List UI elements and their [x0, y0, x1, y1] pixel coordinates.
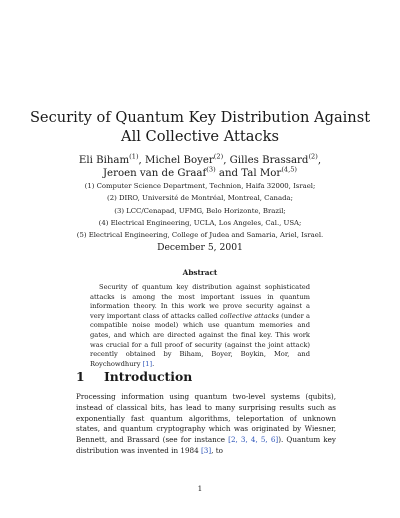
- affiliation: (4) Electrical Engineering, UCLA, Los Angeles, Cal., USA;: [98, 218, 302, 227]
- paper-title: [0, 108, 400, 146]
- body-text: , to: [211, 445, 223, 455]
- citation-link[interactable]: [2, 3, 4, 5, 6]: [228, 435, 279, 445]
- author-affil-mark: (4,5): [281, 165, 298, 174]
- section-heading: [76, 369, 336, 384]
- section-title: Introduction: [104, 369, 193, 384]
- affiliation: (1) Computer Science Department, Technion, Haifa 32000, Israel;: [84, 182, 316, 190]
- author-line-1: [0, 152, 400, 168]
- citation-link[interactable]: [3]: [200, 445, 212, 455]
- body-text: ). Quantum key distribution was invented in 1984: [76, 435, 336, 455]
- author-separator: ,: [138, 155, 146, 166]
- author-affil-mark: (2): [213, 152, 224, 161]
- abstract-text: .: [152, 359, 155, 368]
- author-name: Gilles Brassard: [229, 155, 309, 166]
- introduction-paragraph: [76, 392, 336, 457]
- citation-link[interactable]: [1]: [142, 359, 153, 368]
- author-separator: ,: [317, 155, 322, 166]
- author-list: [0, 152, 400, 180]
- author-affil-mark: (3): [206, 165, 216, 174]
- author-name: Jeroen van de Graaf: [102, 167, 207, 179]
- body-text: Processing information using quantum two-level systems (qubits), instead of classical bits, has lead to many surprising results such as exponentially fast quantum algorithms, teleportation of unknown states, and quantum cryptography which was originated by Wiesner, Bennett, and Brassard (see for instance: [76, 392, 336, 445]
- author-name: Michel Boyer: [145, 155, 214, 166]
- paper-date: December 5, 2001: [157, 242, 243, 253]
- author-name: Eli Biham: [78, 155, 130, 166]
- author-affil-mark: (2): [308, 152, 318, 161]
- author-line-2: [0, 165, 400, 181]
- abstract-body: [90, 283, 310, 369]
- title-line-2: All Collective Attacks: [121, 128, 279, 145]
- title-line-1: Security of Quantum Key Distribution Against: [29, 109, 371, 126]
- abstract-text: (under a compatible noise model) which use quantum memories and gates, and which are directed against the final key. This work was crucial for a full proof of security (against the joint attack) recently obtained by Biham, Boyer, Boykin, Mor, and Roychowdhury: [90, 311, 310, 368]
- author-separator: ,: [223, 155, 230, 166]
- affiliation-list: [0, 180, 400, 241]
- affiliation: (3) LCC/Cenapad, UFMG, Belo Horizonte, Brazil;: [114, 206, 286, 215]
- section-number: 1: [76, 369, 85, 384]
- author-affil-mark: (1): [129, 152, 139, 161]
- abstract-emphasis: collective attacks: [219, 311, 279, 320]
- abstract-heading: Abstract: [182, 268, 218, 277]
- author-name: Tal Mor: [241, 167, 282, 179]
- author-separator: and: [215, 167, 242, 179]
- affiliation: (2) DIRO, Université de Montréal, Montreal, Canada;: [107, 194, 293, 203]
- affiliation: (5) Electrical Engineering, College of Judea and Samaria, Ariel, Israel.: [76, 231, 324, 240]
- page-number: 1: [197, 484, 203, 493]
- abstract-text: Security of quantum key distribution against sophisticated attacks is among the most important issues in quantum information theory. In this work we prove security against a very important class of attacks called: [90, 283, 310, 320]
